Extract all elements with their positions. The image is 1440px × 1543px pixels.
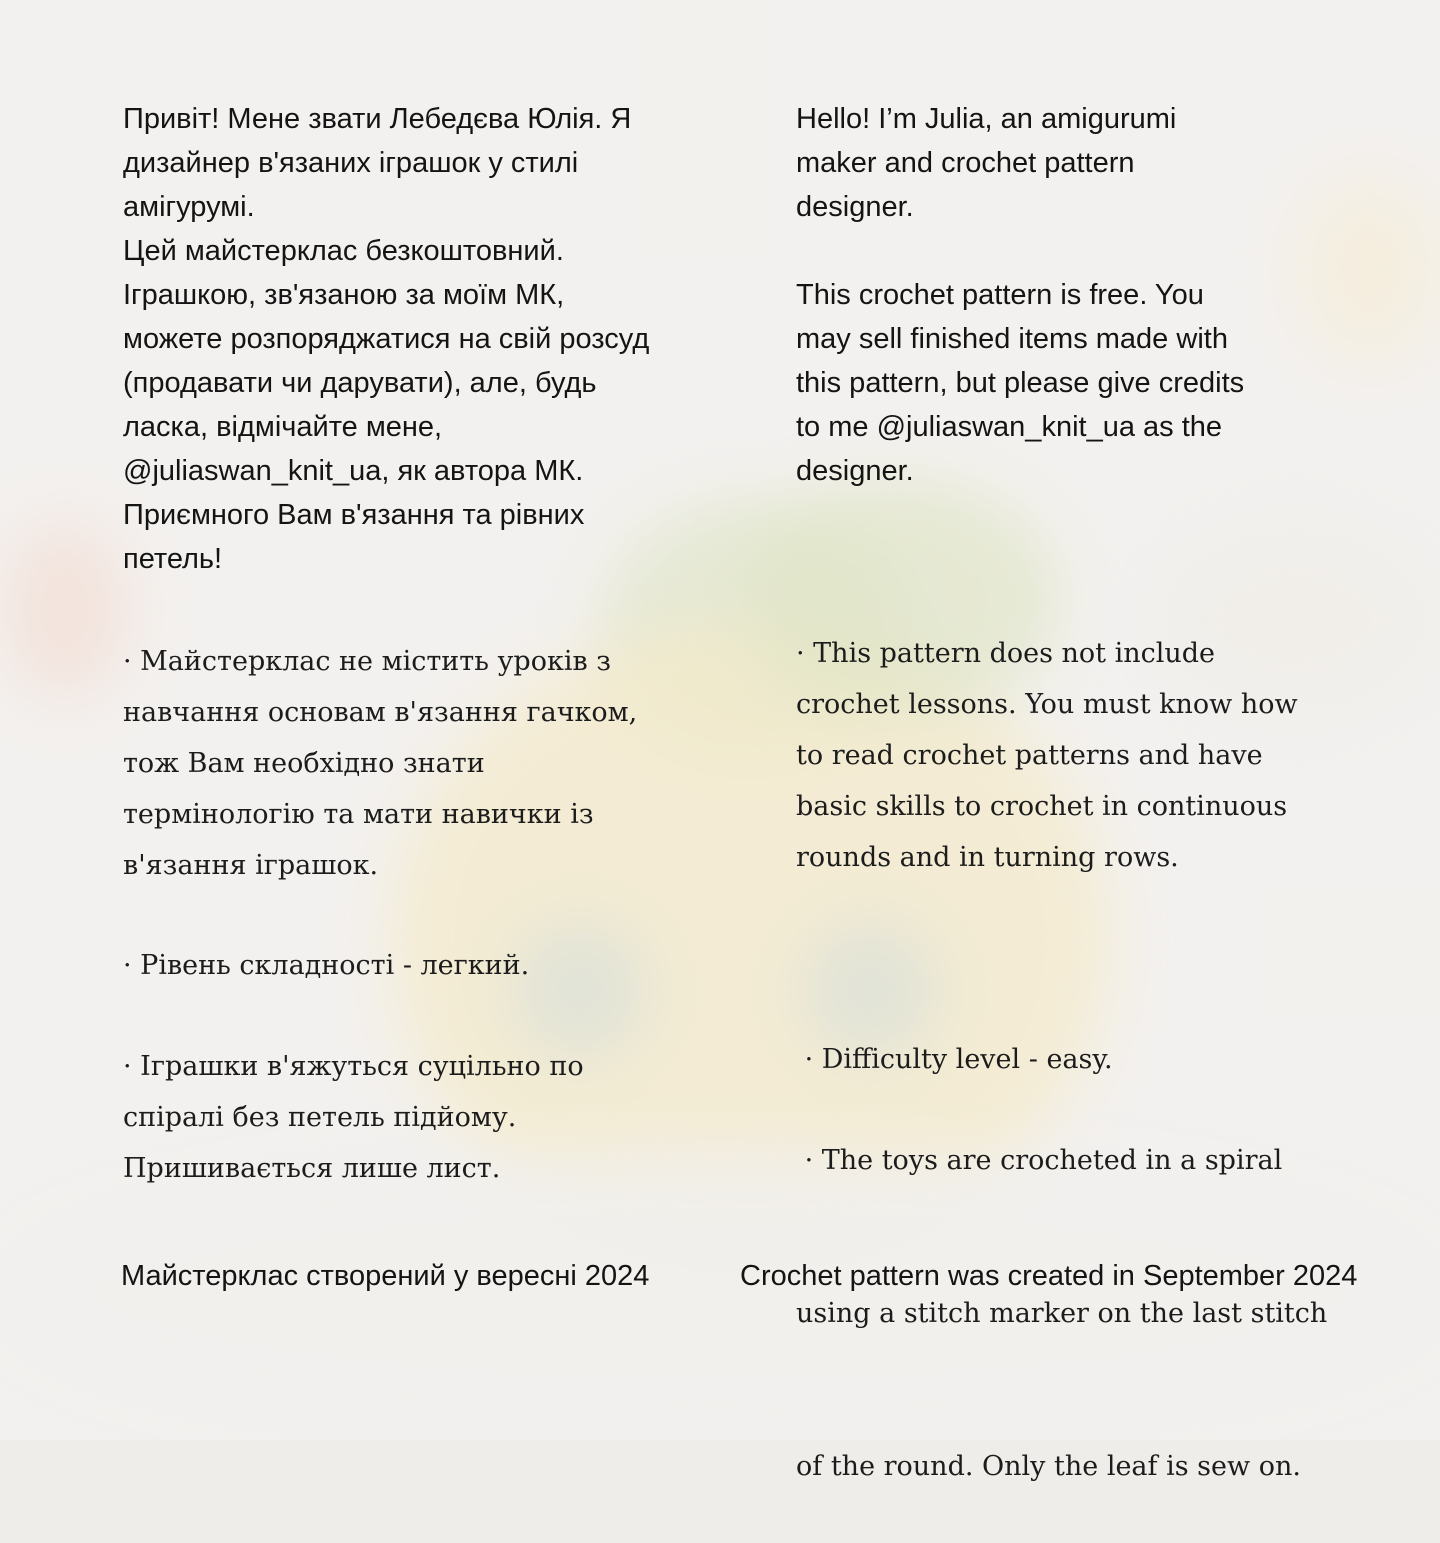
- right-free-notice: [796, 273, 1244, 493]
- text-line: this pattern, but please give credits: [796, 367, 1245, 399]
- text-line: в'язання іграшок.: [123, 850, 379, 881]
- text-line: спіралі без петель підйому.: [123, 1102, 517, 1133]
- text-line: designer.: [796, 191, 914, 223]
- text-line: This crochet pattern is free. You: [796, 279, 1204, 311]
- text-line: may sell finished items made with: [796, 323, 1228, 355]
- text-line: Привіт! Мене звати Лебедєва Юлія. Я: [123, 103, 632, 135]
- text-line: maker and crochet pattern: [796, 147, 1135, 179]
- right-footer: Crochet pattern was created in September 2024: [740, 1260, 1358, 1292]
- text-line: crochet lessons. You must know how: [796, 689, 1298, 720]
- right-intro: [796, 97, 1176, 229]
- text-line: of the round. Only the leaf is sew on.: [796, 1451, 1301, 1482]
- left-note-spiral: [123, 1041, 584, 1194]
- text-line: амігурумі.: [123, 191, 255, 223]
- left-note-difficulty: [123, 940, 529, 991]
- text-line: Приємного Вам в'язання та рівних: [123, 499, 585, 531]
- left-note-lessons: [123, 636, 637, 891]
- text-line: · The toys are crocheted in a spiral: [796, 1145, 1283, 1176]
- text-line: тож Вам необхідно знати: [123, 748, 485, 779]
- left-intro: [123, 97, 649, 581]
- text-line: · This pattern does not include: [796, 638, 1216, 669]
- text-line: ласка, відмічайте мене,: [123, 411, 443, 443]
- text-line: · Difficulty level - easy.: [796, 1044, 1113, 1075]
- text-line: Іграшкою, зв'язаною за моїм МК,: [123, 279, 565, 311]
- text-line: можете розпоряджатися на свій розсуд: [123, 323, 650, 355]
- text-line: Цей майстерклас безкоштовний.: [123, 235, 564, 267]
- text-line: (продавати чи дарувати), але, будь: [123, 367, 597, 399]
- text-line: using a stitch marker on the last stitch: [796, 1298, 1328, 1329]
- text-line: дизайнер в'язаних іграшок у стилі: [123, 147, 579, 179]
- text-line: basic skills to crochet in continuous: [796, 791, 1288, 822]
- text-line: Hello! I’m Julia, an amigurumi: [796, 103, 1177, 135]
- text-line: to me @juliaswan_knit_ua as the: [796, 411, 1223, 443]
- text-line: термінологію та мати навички із: [123, 799, 594, 830]
- right-note-lessons: [796, 628, 1298, 883]
- text-line: to read crochet patterns and have: [796, 740, 1263, 771]
- text-line: навчання основам в'язання гачком,: [123, 697, 638, 728]
- text-line: @juliaswan_knit_ua, як автора МК.: [123, 455, 584, 487]
- text-line: rounds and in turning rows.: [796, 842, 1179, 873]
- text-line: петель!: [123, 543, 223, 575]
- text-line: · Рівень складності - легкий.: [123, 950, 530, 981]
- text-line: · Іграшки в'яжуться суцільно по: [123, 1051, 584, 1082]
- text-line: · Майстерклас не містить уроків з: [123, 646, 611, 677]
- text-line: designer.: [796, 455, 914, 487]
- text-line: Пришивається лише лист.: [123, 1153, 501, 1184]
- left-footer: Майстерклас створений у вересні 2024: [121, 1260, 650, 1292]
